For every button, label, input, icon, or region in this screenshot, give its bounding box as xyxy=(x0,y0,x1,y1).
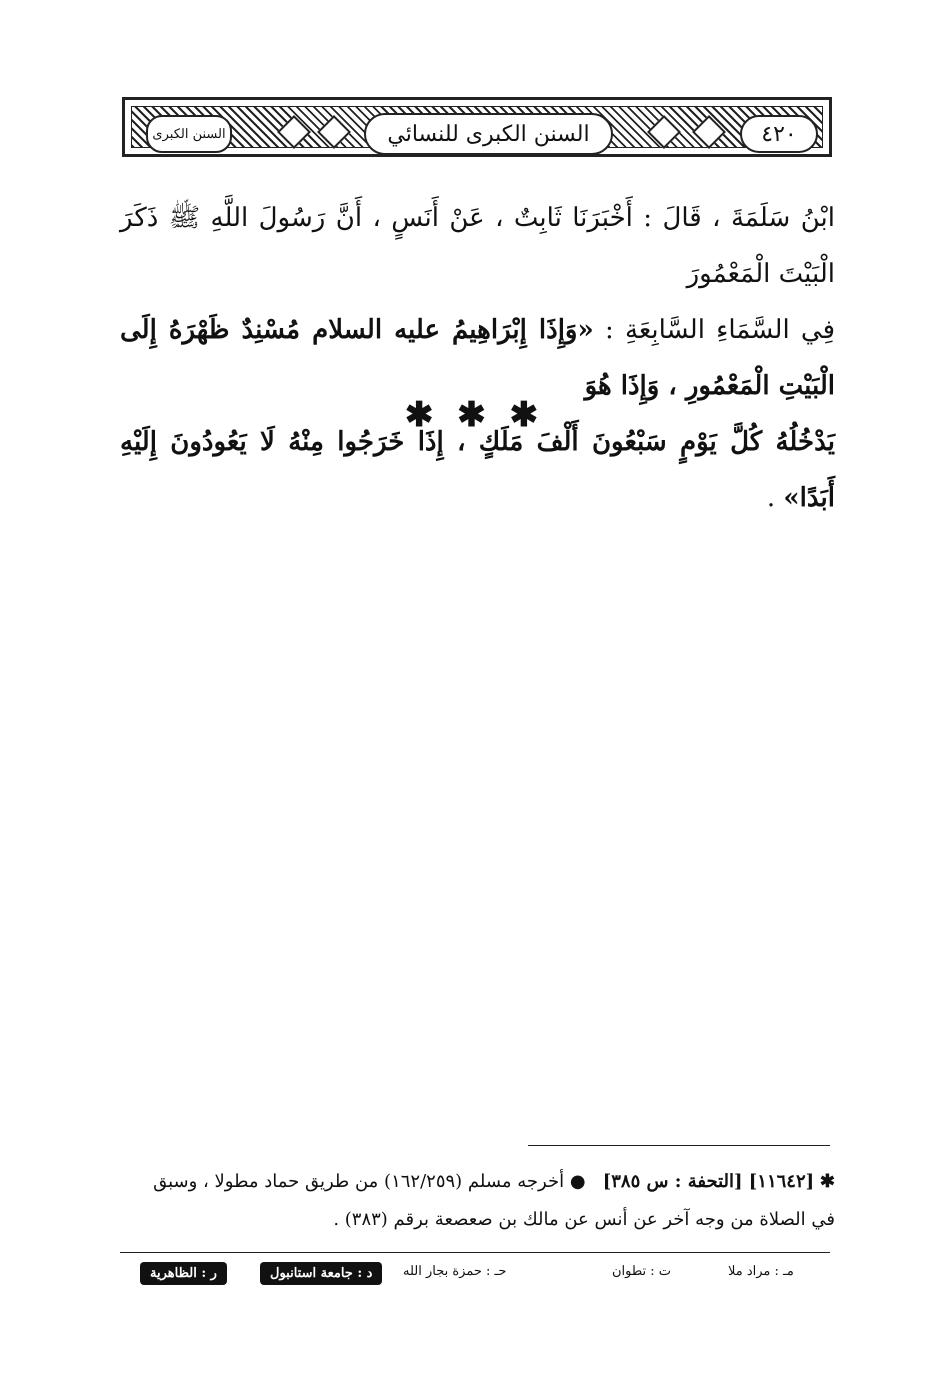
line-2-quote: «وَإِذَا إِبْرَاهِيمُ عليه السلام مُسْنِدٌ ظَهْرَهُ إِلَى الْبَيْتِ الْمَعْمُورِ ، وَإِذَا هُوَ xyxy=(120,315,835,401)
footnote-marker: ✱ xyxy=(819,1171,835,1192)
ornament-center-left xyxy=(317,115,351,149)
footnote-bullet: ● xyxy=(569,1171,586,1192)
ornament-left xyxy=(277,115,311,149)
logo-text: السنن الكبرى xyxy=(152,126,226,142)
section-separator: ✱ ✱ ✱ xyxy=(404,395,545,435)
page-number: ٤٢٠ xyxy=(761,121,797,147)
line-2-plain: فِي السَّمَاءِ السَّابِعَةِ : xyxy=(593,315,835,345)
page-header xyxy=(122,97,832,157)
ornamental-border xyxy=(131,106,823,148)
hadith-text xyxy=(120,190,835,526)
footnote-reference: [١١٦٤٢] [التحفة : س ٣٨٥] xyxy=(602,1171,815,1192)
ornament-center-right xyxy=(647,115,681,149)
footnote xyxy=(120,1163,835,1239)
sources-divider xyxy=(120,1252,830,1253)
source-r-badge: ر : الظاهرية xyxy=(140,1262,227,1285)
book-title: السنن الكبرى للنسائي xyxy=(387,121,590,147)
footnote-line-2: في الصلاة من وجه آخر عن أنس عن مالك بن صعصعة برقم (٣٨٣) . xyxy=(333,1209,835,1230)
source-d-badge: د : جامعة استانبول xyxy=(260,1262,382,1285)
footnote-line-1 xyxy=(120,1163,835,1201)
book-logo xyxy=(146,115,232,153)
source-h: حـ : حمزة بجار الله xyxy=(403,1264,507,1279)
manuscript-sources xyxy=(120,1260,830,1292)
source-t: ت : تطوان xyxy=(612,1264,672,1279)
text-line-1: ابْنُ سَلَمَةَ ، قَالَ : أَخْبَرَنَا ثَابِتٌ ، عَنْ أَنَسٍ ، أَنَّ رَسُولَ اللَّهِ ﷺ ذَكَرَ الْبَيْتَ الْمَعْمُورَ xyxy=(120,203,835,289)
line-3-quote: يَدْخُلُهُ كُلَّ يَوْمٍ سَبْعُونَ أَلْفَ مَلَكٍ ، إِذَا خَرَجُوا مِنْهُ لَا يَعُودُونَ إِلَيْهِ أَبَدًا» xyxy=(120,427,835,513)
footnote-text-1: أخرجه مسلم (١٦٢/٢٥٩) من طريق حماد مطولا ، وسبق xyxy=(153,1171,565,1192)
line-3-end: . xyxy=(766,483,784,513)
book-title-cartouche xyxy=(364,113,613,155)
footnote-divider xyxy=(528,1145,830,1146)
ornament-right xyxy=(692,115,726,149)
page-number-cartouche xyxy=(740,115,818,153)
source-m: مـ : مراد ملا xyxy=(728,1264,794,1279)
